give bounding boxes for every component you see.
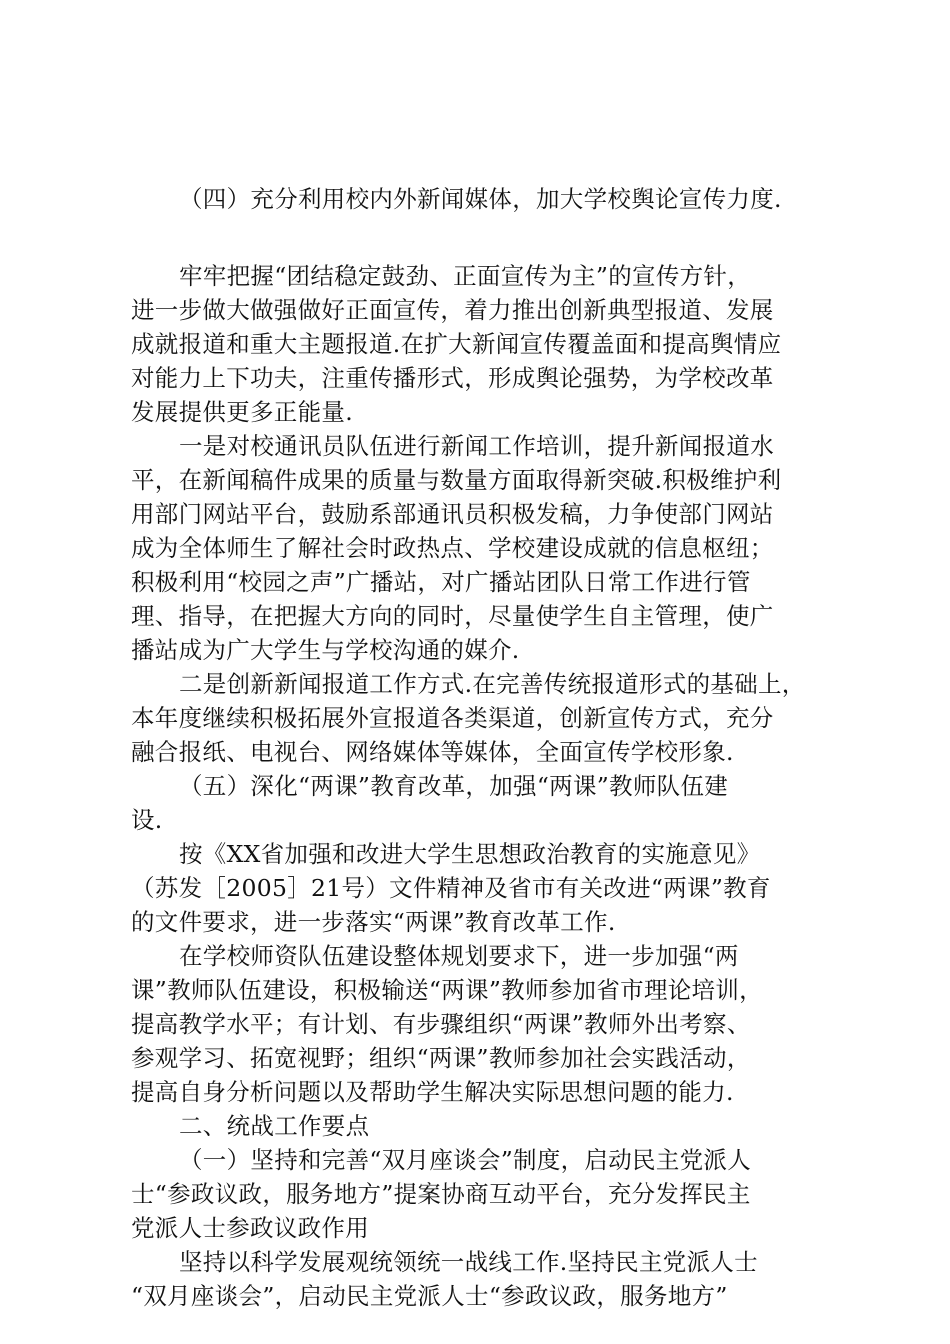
section-heading: 党派人士参政议政作用 — [131, 1214, 369, 1242]
paragraph-line: 对能力上下功夫，注重传播形式，形成舆论强势，为学校改革 — [131, 364, 774, 392]
paragraph-line: 用部门网站平台，鼓励系部通讯员积极发稿，力争使部门网站 — [131, 500, 774, 528]
section-heading: 设. — [131, 806, 163, 834]
paragraph-line: 成就报道和重大主题报道.在扩大新闻宣传覆盖面和提高舆情应 — [131, 330, 782, 358]
paragraph-line: 积极利用“校园之声”广播站，对广播站团队日常工作进行管 — [131, 568, 751, 596]
paragraph-line: 在学校师资队伍建设整体规划要求下，进一步加强“两 — [179, 942, 739, 970]
paragraph-line: 二是创新新闻报道工作方式.在完善传统报道形式的基础上， — [179, 670, 806, 698]
section-heading: 士“参政议政，服务地方”提案协商互动平台，充分发挥民主 — [131, 1180, 751, 1208]
paragraph-line: “双月座谈会”，启动民主党派人士“参政议政，服务地方” — [131, 1282, 728, 1310]
paragraph-line: 参观学习、拓宽视野；组织“两课”教师参加社会实践活动， — [131, 1044, 751, 1072]
paragraph-line: 发展提供更多正能量. — [131, 398, 353, 426]
paragraph-line: 进一步做大做强做好正面宣传，着力推出创新典型报道、发展 — [131, 296, 774, 324]
paragraph-line: 的文件要求，进一步落实“两课”教育改革工作. — [131, 908, 616, 936]
paragraph-line: 平，在新闻稿件成果的质量与数量方面取得新突破.积极维护利 — [131, 466, 782, 494]
paragraph-line: 提高自身分析问题以及帮助学生解决实际思想问题的能力. — [131, 1078, 734, 1106]
paragraph-line: 本年度继续积极拓展外宣报道各类渠道，创新宣传方式，充分 — [131, 704, 774, 732]
paragraph-line: 一是对校通讯员队伍进行新闻工作培训，提升新闻报道水 — [179, 432, 774, 460]
paragraph-line: 牢牢把握“团结稳定鼓劲、正面宣传为主”的宣传方针， — [179, 262, 752, 290]
paragraph-line: 课”教师队伍建设，积极输送“两课”教师参加省市理论培训， — [131, 976, 763, 1004]
paragraph-line: 理、指导，在把握大方向的同时，尽量使学生自主管理，使广 — [131, 602, 774, 630]
paragraph-line: 成为全体师生了解社会时政热点、学校建设成就的信息枢纽； — [131, 534, 774, 562]
section-heading: （四）充分利用校内外新闻媒体，加大学校舆论宣传力度. — [179, 185, 782, 213]
paragraph-line: 提高教学水平；有计划、有步骤组织“两课”教师外出考察、 — [131, 1010, 751, 1038]
paragraph-line: 坚持以科学发展观统领统一战线工作.坚持民主党派人士 — [179, 1248, 758, 1276]
section-heading: （五）深化“两课”教育改革，加强“两课”教师队伍建 — [179, 772, 729, 800]
paragraph-line: 融合报纸、电视台、网络媒体等媒体，全面宣传学校形象. — [131, 738, 734, 766]
paragraph-line: 播站成为广大学生与学校沟通的媒介. — [131, 636, 520, 664]
section-heading: （一）坚持和完善“双月座谈会”制度，启动民主党派人 — [179, 1146, 752, 1174]
paragraph-line: （苏发［2005］21号）文件精神及省市有关改进“两课”教育 — [131, 874, 771, 902]
section-heading: 二、统战工作要点 — [179, 1112, 370, 1140]
paragraph-line: 按《XX省加强和改进大学生思想政治教育的实施意见》 — [179, 840, 761, 868]
